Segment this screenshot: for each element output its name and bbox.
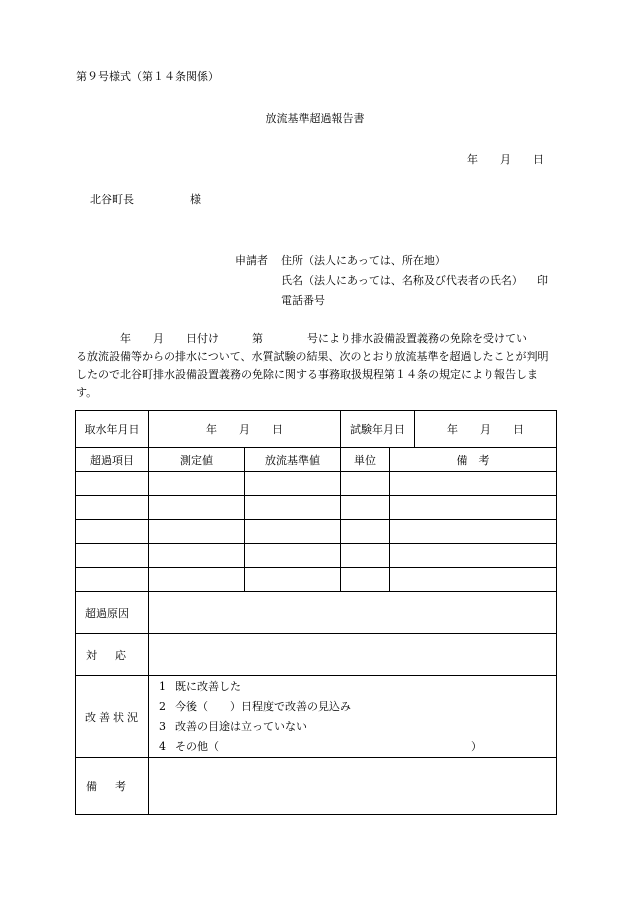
response-label-cell xyxy=(76,634,149,676)
table-cell[interactable] xyxy=(76,544,149,568)
response-field[interactable] xyxy=(149,634,557,676)
response-label-left: 対 xyxy=(86,648,97,662)
table-cell[interactable] xyxy=(76,520,149,544)
table-cell[interactable] xyxy=(76,496,149,520)
response-row xyxy=(76,634,557,676)
table-cell[interactable] xyxy=(341,496,390,520)
other-close-paren: ） xyxy=(471,739,482,753)
date-line: 年 月 日 xyxy=(467,153,544,166)
body-line: す。 xyxy=(76,386,98,399)
remarks-label-left: 備 xyxy=(86,780,97,793)
document-title: 放流基準超過報告書 xyxy=(265,112,365,125)
remarks-label-right: 考 xyxy=(115,780,126,793)
cause-row xyxy=(76,592,557,634)
improvement-option[interactable]: 4 その他（ ） xyxy=(149,737,556,757)
body-line: 年 月 日付け 第 号により排水設備設置義務の免除を受けてい xyxy=(76,332,527,345)
cause-field[interactable] xyxy=(149,592,557,634)
table-cell[interactable] xyxy=(390,544,557,568)
table-cell[interactable] xyxy=(149,568,245,592)
table-cell[interactable] xyxy=(390,520,557,544)
table-row xyxy=(76,520,557,544)
seal-mark: 印 xyxy=(537,274,548,287)
table-cell[interactable] xyxy=(390,568,557,592)
col-header-measured-value: 測定値 xyxy=(149,448,245,472)
table-cell[interactable] xyxy=(245,520,341,544)
cause-label: 超過原因 xyxy=(76,592,149,634)
col-header-exceeded-item: 超過項目 xyxy=(76,448,149,472)
table-cell[interactable] xyxy=(341,520,390,544)
response-label-right: 応 xyxy=(115,648,126,662)
table-cell[interactable] xyxy=(76,472,149,496)
table-row xyxy=(76,544,557,568)
remarks-label-cell xyxy=(76,758,149,815)
table-cell[interactable] xyxy=(245,544,341,568)
table-cell[interactable] xyxy=(245,496,341,520)
improvement-label: 改善状況 xyxy=(76,676,149,758)
table-cell[interactable] xyxy=(245,472,341,496)
table-cell[interactable] xyxy=(341,568,390,592)
table-cell[interactable] xyxy=(76,568,149,592)
table-cell[interactable] xyxy=(149,544,245,568)
table-cell[interactable] xyxy=(341,544,390,568)
table-cell[interactable] xyxy=(245,568,341,592)
column-header-row xyxy=(76,448,557,472)
remarks-row xyxy=(76,758,557,815)
table-cell[interactable] xyxy=(149,472,245,496)
table-row xyxy=(76,472,557,496)
col-header-unit: 単位 xyxy=(341,448,390,472)
table-cell[interactable] xyxy=(390,472,557,496)
test-date-field[interactable]: 年 月 日 xyxy=(447,423,524,436)
date-row xyxy=(76,411,557,448)
form-number: 第９号様式（第１４条関係） xyxy=(76,70,219,83)
table-cell[interactable] xyxy=(149,520,245,544)
sampling-date-field[interactable]: 年 月 日 xyxy=(149,411,341,448)
col-header-remarks: 備 考 xyxy=(390,448,557,472)
addressee-honorific: 様 xyxy=(190,193,201,206)
applicant-name: 氏名（法人にあっては、名称及び代表者の氏名） xyxy=(281,274,523,287)
report-table xyxy=(75,410,557,815)
table-cell[interactable] xyxy=(341,472,390,496)
applicant-phone: 電話番号 xyxy=(281,294,325,307)
table-cell[interactable] xyxy=(390,496,557,520)
body-line: したので北谷町排水設備設置義務の免除に関する事務取扱規程第１４条の規定により報告しま xyxy=(76,368,538,381)
body-paragraph xyxy=(76,330,560,402)
applicant-label: 申請者 xyxy=(235,254,268,267)
sampling-date-label: 取水年月日 xyxy=(76,411,149,448)
improvement-row xyxy=(76,676,557,758)
applicant-address: 住所（法人にあっては、所在地） xyxy=(281,254,446,267)
col-header-standard-value: 放流基準値 xyxy=(245,448,341,472)
table-row xyxy=(76,568,557,592)
remarks-field[interactable] xyxy=(149,758,557,815)
table-row xyxy=(76,496,557,520)
body-line: る放流設備等からの排水について、水質試験の結果、次のとおり放流基準を超過したことが判明 xyxy=(76,350,549,363)
improvement-option[interactable]: 1 既に改善した xyxy=(159,679,241,693)
test-date-label: 試験年月日 xyxy=(341,411,415,447)
table-cell[interactable] xyxy=(149,496,245,520)
improvement-options xyxy=(149,676,557,758)
addressee-name: 北谷町長 xyxy=(90,193,134,206)
improvement-option[interactable]: 3 改善の目途は立っていない xyxy=(159,719,307,733)
improvement-option[interactable]: 2 今後（ ）日程度で改善の見込み xyxy=(159,699,351,713)
